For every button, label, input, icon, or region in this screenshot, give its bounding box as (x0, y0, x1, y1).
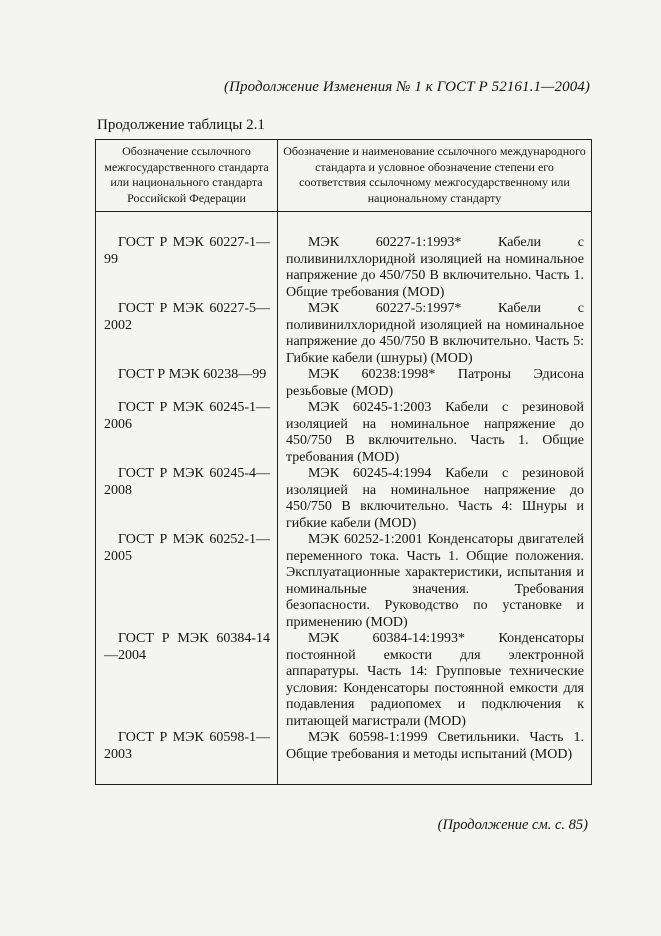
table-row (96, 301, 592, 367)
standard-designation: ГОСТ Р МЭК 60252-1—2005 (96, 532, 278, 631)
standard-designation: ГОСТ Р МЭК 60245-4—2008 (96, 466, 278, 532)
standard-designation: ГОСТ Р МЭК 60384-14—2004 (96, 631, 278, 730)
table-row (96, 212, 592, 302)
standard-description: МЭК 60245-4:1994 Кабели с резиновой изоляцией на номинальное напряжение до 450/750 В включительно. Часть 4: Шнуры и гибкие кабели (MOD) (278, 466, 592, 532)
table-row (96, 367, 592, 400)
table-row (96, 730, 592, 785)
table-header-row (96, 140, 592, 212)
standard-description: МЭК 60238:1998* Патроны Эдисона резьбовые (MOD) (278, 367, 592, 400)
continuation-note: (Продолжение см. с. 85) (437, 817, 588, 833)
reference-standards-table (95, 139, 592, 785)
column-header-national-standard: Обозначение ссылочного межгосударственного стандарта или национального стандарта Российской Федерации (96, 140, 278, 212)
table-caption: Продолжение таблицы 2.1 (97, 117, 265, 133)
standard-designation: ГОСТ Р МЭК 60238—99 (96, 367, 278, 400)
standard-designation: ГОСТ Р МЭК 60598-1—2003 (96, 730, 278, 785)
standard-description: МЭК 60227-1:1993* Кабели с поливинилхлоридной изоляцией на номинальное напряжение до 450/750 В включительно. Часть 1. Общие требования (MOD) (278, 212, 592, 302)
table-row (96, 532, 592, 631)
column-header-international-standard: Обозначение и наименование ссылочного международного стандарта и условное обозначение степени его соответствия ссылочному межгосударственному или национальному стандарту (278, 140, 592, 212)
standard-description: МЭК 60598-1:1999 Светильники. Часть 1. Общие требования и методы испытаний (MOD) (278, 730, 592, 785)
standard-designation: ГОСТ Р МЭК 60227-5—2002 (96, 301, 278, 367)
standard-designation: ГОСТ Р МЭК 60245-1—2006 (96, 400, 278, 466)
standard-designation: ГОСТ Р МЭК 60227-1—99 (96, 212, 278, 302)
running-head: (Продолжение Изменения № 1 к ГОСТ Р 52161.1—2004) (223, 79, 590, 95)
table-row (96, 466, 592, 532)
standard-description: МЭК 60227-5:1997* Кабели с поливинилхлоридной изоляцией на номинальное напряжение до 450/750 В включительно. Часть 5: Гибкие кабели (шнуры) (MOD) (278, 301, 592, 367)
table-row (96, 631, 592, 730)
table-row (96, 400, 592, 466)
standard-description: МЭК 60384-14:1993* Конденсаторы постоянной емкости для электронной аппаратуры. Часть 14: Групповые технические условия: Конденсаторы постоянной емкости для подавления радиопомех и подключения к питающей магистрали (MOD) (278, 631, 592, 730)
standard-description: МЭК 60252-1:2001 Конденсаторы двигателей переменного тока. Часть 1. Общие положения. Эксплуатационные характеристики, испытания и номинальные значения. Требования безопасности. Руководство по установке и применению (MOD) (278, 532, 592, 631)
standard-description: МЭК 60245-1:2003 Кабели с резиновой изоляцией на номинальное напряжение до 450/750 В включительно. Часть 1. Общие требования (MOD) (278, 400, 592, 466)
